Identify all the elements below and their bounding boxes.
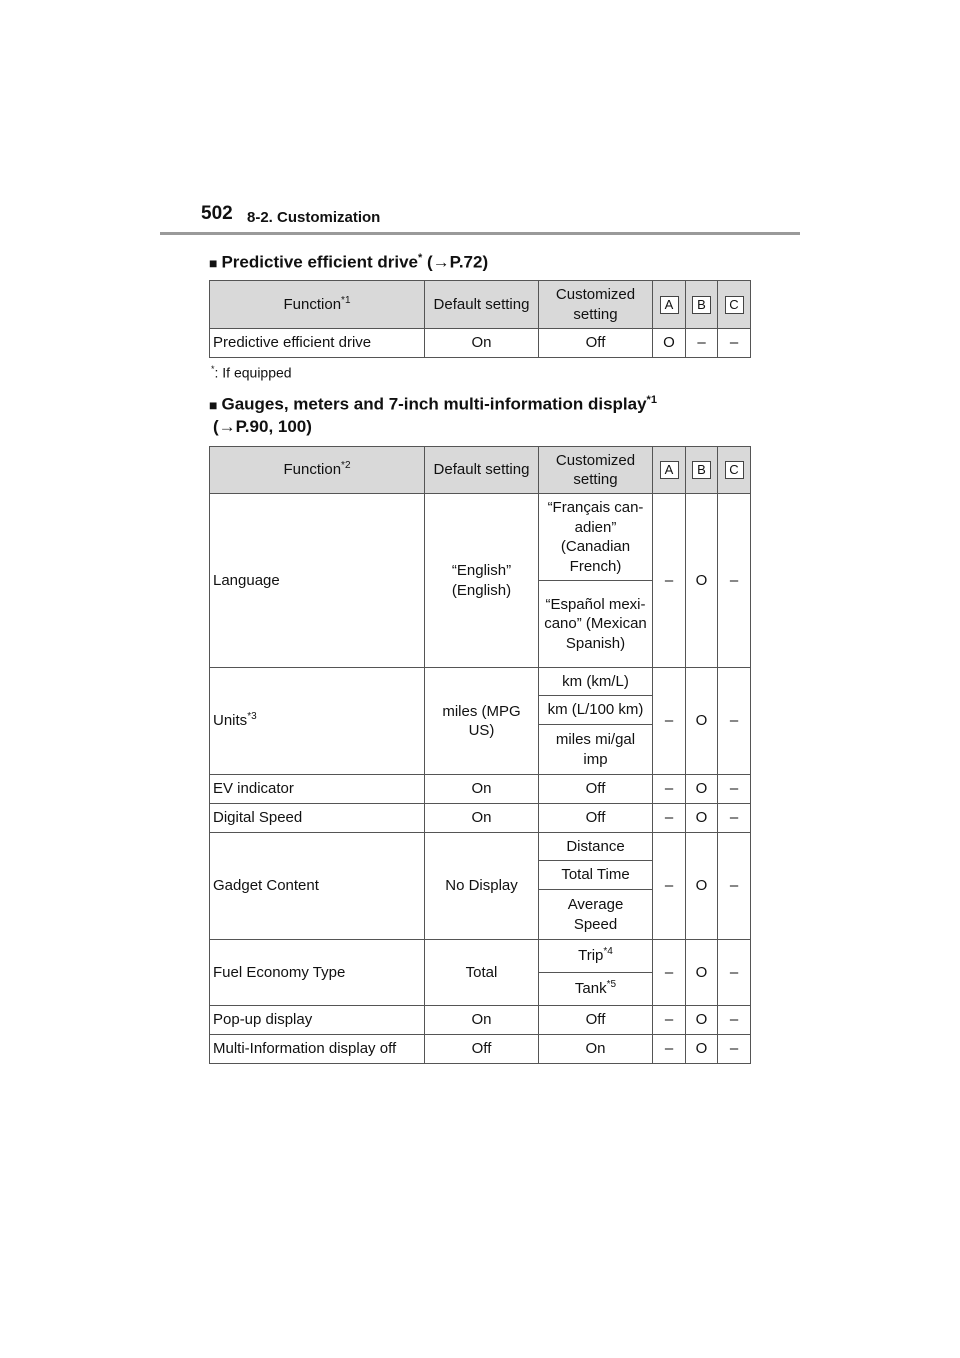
section-title: 8-2. Customization [247,209,381,226]
table-row: Tank$^{*5}$ [210,973,751,1006]
table-row: “Español mexi-cano” (Mexican Spanish) [210,581,751,668]
square-bullet-icon: ■ [209,254,218,271]
table-header-row: Function$^{*2}$ Default setting Customized setting A B C [210,447,751,494]
table-row: Fuel Economy Type Total Trip$^{*4}$ – O – [210,940,751,973]
column-a-label: A [660,461,679,479]
page-number: 502 [201,203,233,224]
predictive-drive-table [209,280,751,358]
table-row: Total Time [210,861,751,890]
table-row: Gadget Content No Display Distance – O – [210,833,751,861]
column-c-label: C [725,461,744,479]
table-row: Language “English” (English) “Français can-adien” (Canadian French) – O – [210,494,751,581]
column-c-label: C [725,296,744,314]
column-b-label: B [692,296,711,314]
page-header [0,0,960,240]
gauges-table [209,446,751,1064]
column-b-label: B [692,461,711,479]
table-row: Pop-up display On Off – O – [210,1006,751,1035]
square-bullet-icon: ■ [209,396,218,413]
footnote: *: If equipped [211,364,292,381]
table-row: EV indicator On Off – O – [210,775,751,804]
table-header-row: Function$^{*1}$ Default setting Customized setting A B C [210,281,751,329]
table-row: Multi-Information display off Off On – O – [210,1035,751,1064]
table-row: km (L/100 km) [210,696,751,725]
column-a-label: A [660,296,679,314]
gauges-heading: ■ Gauges, meters and 7-inch multi-information display$^{*1}$ (→P.90, 100) [209,394,657,436]
table-row: Average Speed [210,890,751,940]
predictive-drive-heading: ■ Predictive efficient drive* (→P.72) [209,252,489,272]
table-row: Digital Speed On Off – O – [210,804,751,833]
table-row: Predictive efficient drive On Off O – – [210,329,751,358]
table-row: Units$^{*3}$ miles (MPG US) km (km/L) – O – [210,668,751,696]
header-rule [160,232,800,235]
table-row: miles mi/gal imp [210,725,751,775]
